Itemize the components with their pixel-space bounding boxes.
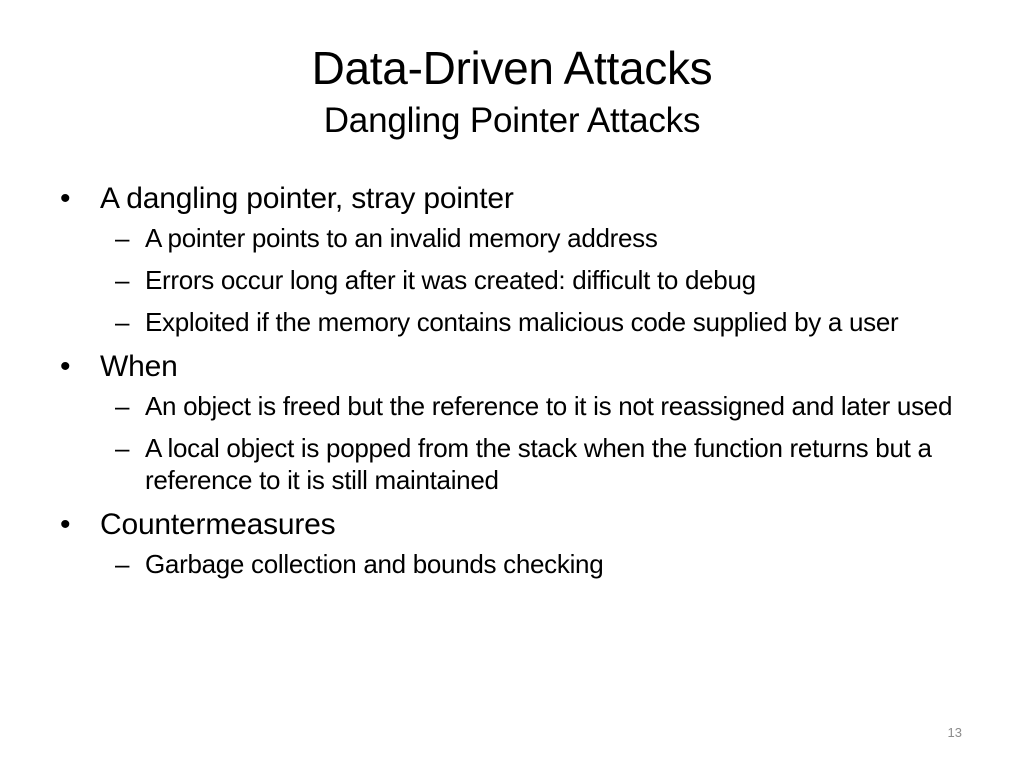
- sub-bullet-item: [115, 548, 960, 580]
- sub-bullet-text: Exploited if the memory contains malicious code supplied by a user: [145, 307, 899, 337]
- bullet-marker: •: [60, 508, 71, 541]
- sub-bullet-item: [115, 264, 960, 296]
- dash-marker: –: [115, 265, 130, 295]
- sub-bullet-text: An object is freed but the reference to it is not reassigned and later used: [145, 391, 953, 421]
- dash-marker: –: [115, 433, 130, 463]
- bullet-text: Countermeasures: [100, 508, 336, 541]
- slide-number: 13: [947, 725, 962, 740]
- bullet-item: [60, 180, 960, 218]
- title-block: [0, 38, 1024, 144]
- dash-marker: –: [115, 223, 130, 253]
- bullet-marker: •: [60, 350, 71, 383]
- bullet-text: A dangling pointer, stray pointer: [100, 182, 514, 215]
- bullet-item: [60, 348, 960, 386]
- dash-marker: –: [115, 549, 130, 579]
- slide-title: Data-Driven Attacks: [311, 42, 713, 94]
- bullet-item: [60, 506, 960, 544]
- bullet-marker: •: [60, 182, 71, 215]
- sub-bullet-item: [115, 222, 960, 254]
- sub-bullet-item: [115, 390, 960, 422]
- sub-bullet-text: Garbage collection and bounds checking: [145, 549, 604, 579]
- dash-marker: –: [115, 391, 130, 421]
- sub-bullet-text: Errors occur long after it was created: difficult to debug: [145, 265, 756, 295]
- slide-subtitle: Dangling Pointer Attacks: [323, 101, 701, 140]
- bullet-text: When: [100, 350, 178, 383]
- sub-bullet-text: A pointer points to an invalid memory address: [145, 223, 658, 253]
- sub-bullet-item: [115, 432, 960, 496]
- dash-marker: –: [115, 307, 130, 337]
- bullet-list: [60, 180, 960, 590]
- sub-bullet-text: A local object is popped from the stack when the function returns but a reference to it is still maintained: [145, 433, 932, 495]
- sub-bullet-item: [115, 306, 960, 338]
